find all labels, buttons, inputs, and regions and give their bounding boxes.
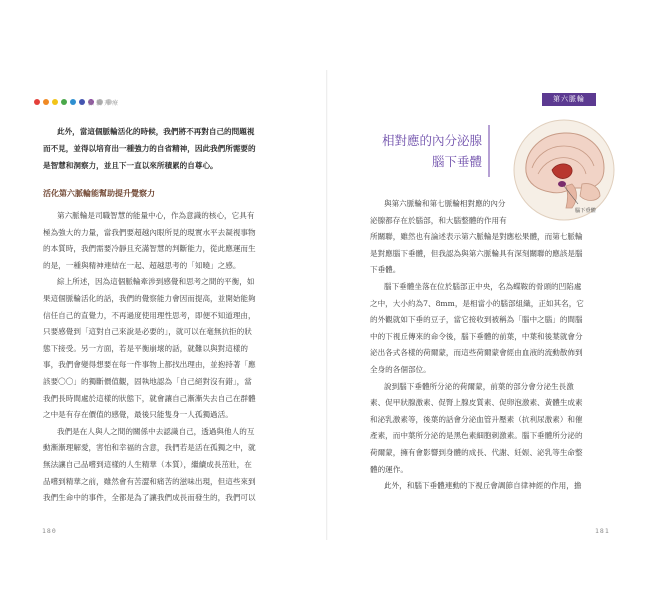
- body-line: 的本質時，我們需要冷靜且充滿智慧的判斷能力，從此應運而生: [43, 244, 256, 254]
- body-line: 態下接受。另一方面，若是平衡崩壞的話，就難以與對這樣的: [43, 343, 249, 353]
- body-line: 所關聯，雖然也有論述表示第六脈輪是對應松果體，而第七脈輪: [370, 232, 583, 242]
- brain-illustration: [512, 118, 616, 222]
- chakra-dot: [43, 99, 49, 105]
- body-line: 只要感覺到「這對自己來說是必要的」，就可以在毫無抗拒的狀: [43, 327, 252, 337]
- body-line: 之中是有存在價值的感覺，最後只能隻身一人孤獨過活。: [43, 410, 233, 420]
- body-line: 我們是在人與人之間的關係中去認識自己，透過與他人的互: [57, 426, 255, 436]
- body-line: 是對應腦下垂體，但我認為與第六脈輪具有深刻關聯的應該是腦: [370, 248, 583, 258]
- body-line: 素、促甲狀腺激素、促腎上腺皮質素、促卵泡激素、黃體生成素: [370, 398, 583, 408]
- body-line: 我們長時間處於這樣的狀態下，就會讓自己漸漸失去自己在群體: [43, 393, 256, 403]
- body-line: 無法讓自己品嚐到這樣的人生精華（本質），繼續成長茁壯，在: [43, 460, 252, 469]
- intro-line-2: 而不見，並得以培育出一種強力的自省精神，因此我們所需要的: [43, 144, 256, 153]
- body-line: 綜上所述，因為這個脈輪牽涉到感覺和思考之間的平衡，如: [57, 277, 255, 287]
- section-title-box: [366, 125, 490, 177]
- body-line: 與第六脈輪和第七脈輪相對應的內分: [384, 199, 506, 208]
- chakra-dot: [52, 99, 58, 105]
- section-title-line1: 相對應的內分泌腺: [381, 133, 482, 148]
- page-number-left: 180: [42, 527, 57, 535]
- chakra-dot: [61, 99, 67, 105]
- body-line: 品嚐到精華之前，雖然會有苦澀和痛苦的滋味出現，但這些來到: [43, 476, 256, 486]
- body-line: 信任自己的直覺力，不再過度使用理性思考，即便不知道理由，: [43, 310, 256, 320]
- body-line: 產素，而中葉所分泌的是黑色素細胞刺激素。腦下垂體所分泌的: [370, 431, 583, 441]
- body-line: 此外，和腦下垂體連動的下視丘會調節自律神經的作用，擔: [384, 481, 582, 491]
- section-title-line2: 腦下垂體: [431, 154, 482, 169]
- figure-caption: 腦下垂體: [575, 208, 596, 214]
- body-line: 該要〇〇」的獨斷價值觀，固執地認為「自己絕對沒有錯」，當: [43, 377, 252, 386]
- body-line: 之中，大小約為7、8mm，是相當小的腦部組織，正如其名，它: [370, 298, 584, 308]
- body-line: 中的下視丘傳來的命令後，腦下垂體的前葉，中葉和後葉就會分: [370, 331, 583, 341]
- body-line: 動漸漸理解愛，害怕和幸福的含意，我們若是活在孤獨之中，就: [43, 443, 256, 453]
- body-line: 第六脈輪是司職智慧的能量中心，作為意識的核心，它具有: [57, 211, 255, 220]
- body-line: 的外觀就如下垂的豆子，當它接收到被稱為「腦中之腦」的間腦: [370, 315, 583, 325]
- body-line: 說到腦下垂體所分泌的荷爾蒙，前葉的部分會分泌生長激: [384, 381, 574, 391]
- body-line: 的是，一種與精神連結在一起、超越思考的「知曉」之感。: [43, 260, 241, 270]
- series-label: 脈輪升療: [88, 100, 121, 107]
- chakra-dot: [34, 99, 40, 105]
- chakra-dot: [79, 99, 85, 105]
- title-accent-bar: [488, 125, 490, 177]
- body-line: 泌腺都存在於腦部，和大腦整體的作用有: [370, 215, 507, 225]
- section-subheading: 活化第六脈輪能幫助提升覺察力: [43, 189, 155, 198]
- body-line: 事，我們會變得想要在每一件事物上都找出理由，並抱持著「應: [43, 360, 256, 370]
- intro-line-1: 此外，當這個脈輪活化的時候，我們將不再對自己的問題視: [57, 127, 255, 136]
- body-line: 全身的各個部位。: [370, 365, 431, 374]
- body-line: 極為強大的力量，當我們要超越內眼所見的現實水平去凝視事物: [43, 227, 256, 237]
- chakra-dot: [70, 99, 76, 105]
- intro-line-3: 是智慧和洞察力，並且下一直以來所積累的自尊心。: [43, 161, 218, 170]
- body-line: 下垂體。: [370, 265, 401, 275]
- body-line: 果這個脈輪活化的話，我們的覺察能力會因而提高，並開始能夠: [43, 294, 256, 303]
- left-page: [0, 0, 327, 609]
- body-line: 腦下垂體坐落在位於腦部正中央，名為蝶鞍的骨頭的凹陷處: [384, 282, 582, 291]
- page-number-right: 181: [595, 527, 610, 535]
- body-line: 體的運作。: [370, 464, 408, 474]
- chapter-tab: 第六脈輪: [542, 93, 596, 106]
- body-line: 荷爾蒙，擁有會影響到身體的成長、代謝、妊娠、泌乳等生命整: [370, 448, 583, 457]
- gutter: [326, 70, 328, 540]
- body-line: 我們生命中的事件，全都是為了讓我們成長而發生的，我們可以: [43, 493, 256, 503]
- body-line: 泌出各式各樣的荷爾蒙，而這些荷爾蒙會經由血液的流動散佈到: [370, 348, 583, 358]
- body-line: 和泌乳激素等，後葉的話會分泌血管升壓素（抗利尿激素）和催: [370, 414, 583, 424]
